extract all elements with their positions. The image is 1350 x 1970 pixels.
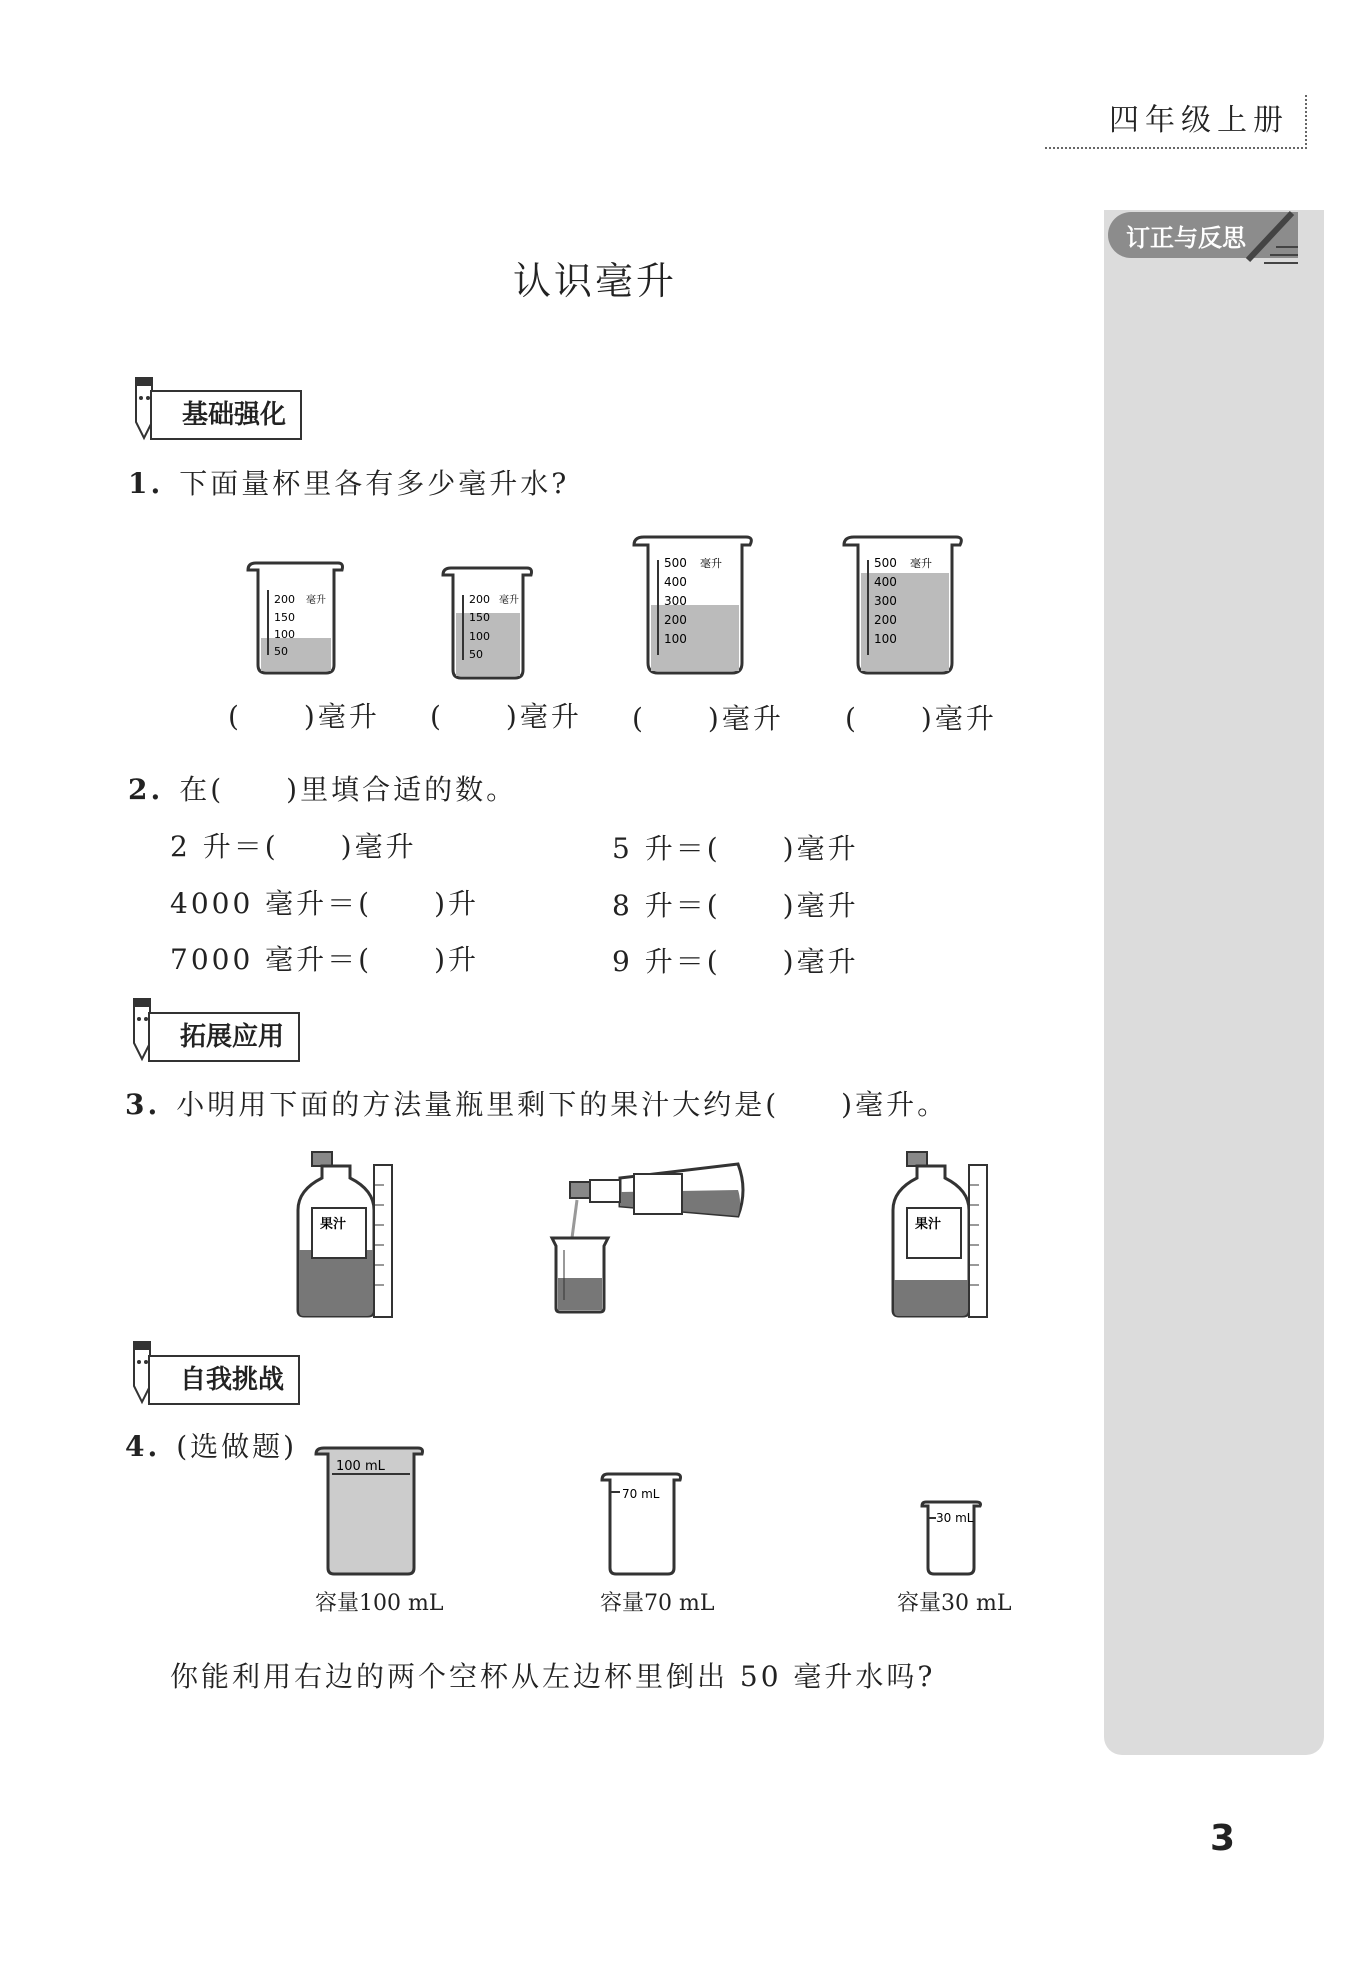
question-4-prompt: 你能利用右边的两个空杯从左边杯里倒出 50 毫升水吗? [170,1660,936,1693]
q1-beakers [240,535,1000,690]
question-4: 4. (选做题) [125,1430,298,1463]
juice-bottle-remaining [893,1152,987,1317]
svg-text:果汁: 果汁 [915,1217,942,1232]
svg-text:100: 100 [469,630,490,643]
page-number: 3 [1210,1818,1236,1859]
svg-text:200: 200 [274,593,295,606]
svg-text:400: 400 [874,575,897,589]
q2-item-1[interactable]: 2 升＝( )毫升 [170,830,417,863]
beaker-1 [248,563,343,673]
measuring-beaker [552,1238,608,1312]
svg-text:200: 200 [469,593,490,606]
svg-text:果汁: 果汁 [320,1217,347,1232]
section-extend: 拓展应用 [148,1012,300,1062]
svg-text:100 mL: 100 mL [336,1459,385,1474]
section-basic: 基础强化 [150,390,302,440]
svg-text:200: 200 [664,613,687,627]
cup-70ml-caption: 容量70 mL [600,1591,715,1616]
svg-text:400: 400 [664,575,687,589]
page-title: 认识毫升 [512,259,677,303]
svg-text:500: 500 [874,556,897,570]
q1-answer-blank-2[interactable]: ( )毫升 [430,700,582,733]
svg-text:毫升: 毫升 [499,595,519,606]
question-2: 2. 在( )里填合适的数。 [128,773,518,806]
pouring-bottle [570,1164,743,1238]
svg-text:150: 150 [274,611,295,624]
beaker-2 [443,568,532,678]
svg-text:200: 200 [874,613,897,627]
cup-30ml-caption: 容量30 mL [897,1591,1012,1616]
beaker-3 [634,537,751,673]
question-3: 3. 小明用下面的方法量瓶里剩下的果汁大约是( )毫升。 [125,1088,949,1121]
svg-text:毫升: 毫升 [700,557,722,570]
svg-text:50: 50 [469,648,483,661]
q1-answer-blank-1[interactable]: ( )毫升 [228,700,380,733]
svg-text:300: 300 [874,594,897,608]
beaker-4 [844,537,961,673]
q3-juice-illustration [290,1150,1010,1325]
svg-text:100: 100 [664,632,687,646]
q1-answer-blank-4[interactable]: ( )毫升 [845,702,997,735]
pen-icon [1240,205,1300,275]
q1-answer-blank-3[interactable]: ( )毫升 [632,702,784,735]
grade-header [1045,95,1307,149]
section-challenge: 自我挑战 [148,1355,300,1405]
svg-text:500: 500 [664,556,687,570]
cup-100ml [316,1448,423,1574]
juice-bottle-full [298,1152,392,1317]
svg-text:70 mL: 70 mL [622,1487,660,1501]
svg-text:150: 150 [469,611,490,624]
svg-text:50: 50 [274,645,288,658]
svg-text:300: 300 [664,594,687,608]
cup-100ml-caption: 容量100 mL [315,1591,444,1616]
q4-cups [310,1440,1010,1580]
svg-text:毫升: 毫升 [306,595,326,606]
question-1: 1. 下面量杯里各有多少毫升水? [128,467,570,500]
q2-item-3[interactable]: 4000 毫升＝( )升 [170,887,480,920]
svg-text:30 mL: 30 mL [936,1511,974,1525]
q2-item-2[interactable]: 5 升＝( )毫升 [612,832,859,865]
q2-item-5[interactable]: 7000 毫升＝( )升 [170,943,480,976]
svg-text:100: 100 [274,628,295,641]
q2-item-6[interactable]: 9 升＝( )毫升 [612,945,859,978]
svg-text:100: 100 [874,632,897,646]
q2-item-4[interactable]: 8 升＝( )毫升 [612,889,859,922]
grade-label: 四年级上册 [1109,103,1289,138]
correction-panel [1104,210,1324,1755]
correction-tab-label: 订正与反思 [1126,224,1246,252]
cup-70ml [602,1474,681,1574]
svg-text:毫升: 毫升 [910,557,932,570]
cup-30ml [922,1502,981,1574]
